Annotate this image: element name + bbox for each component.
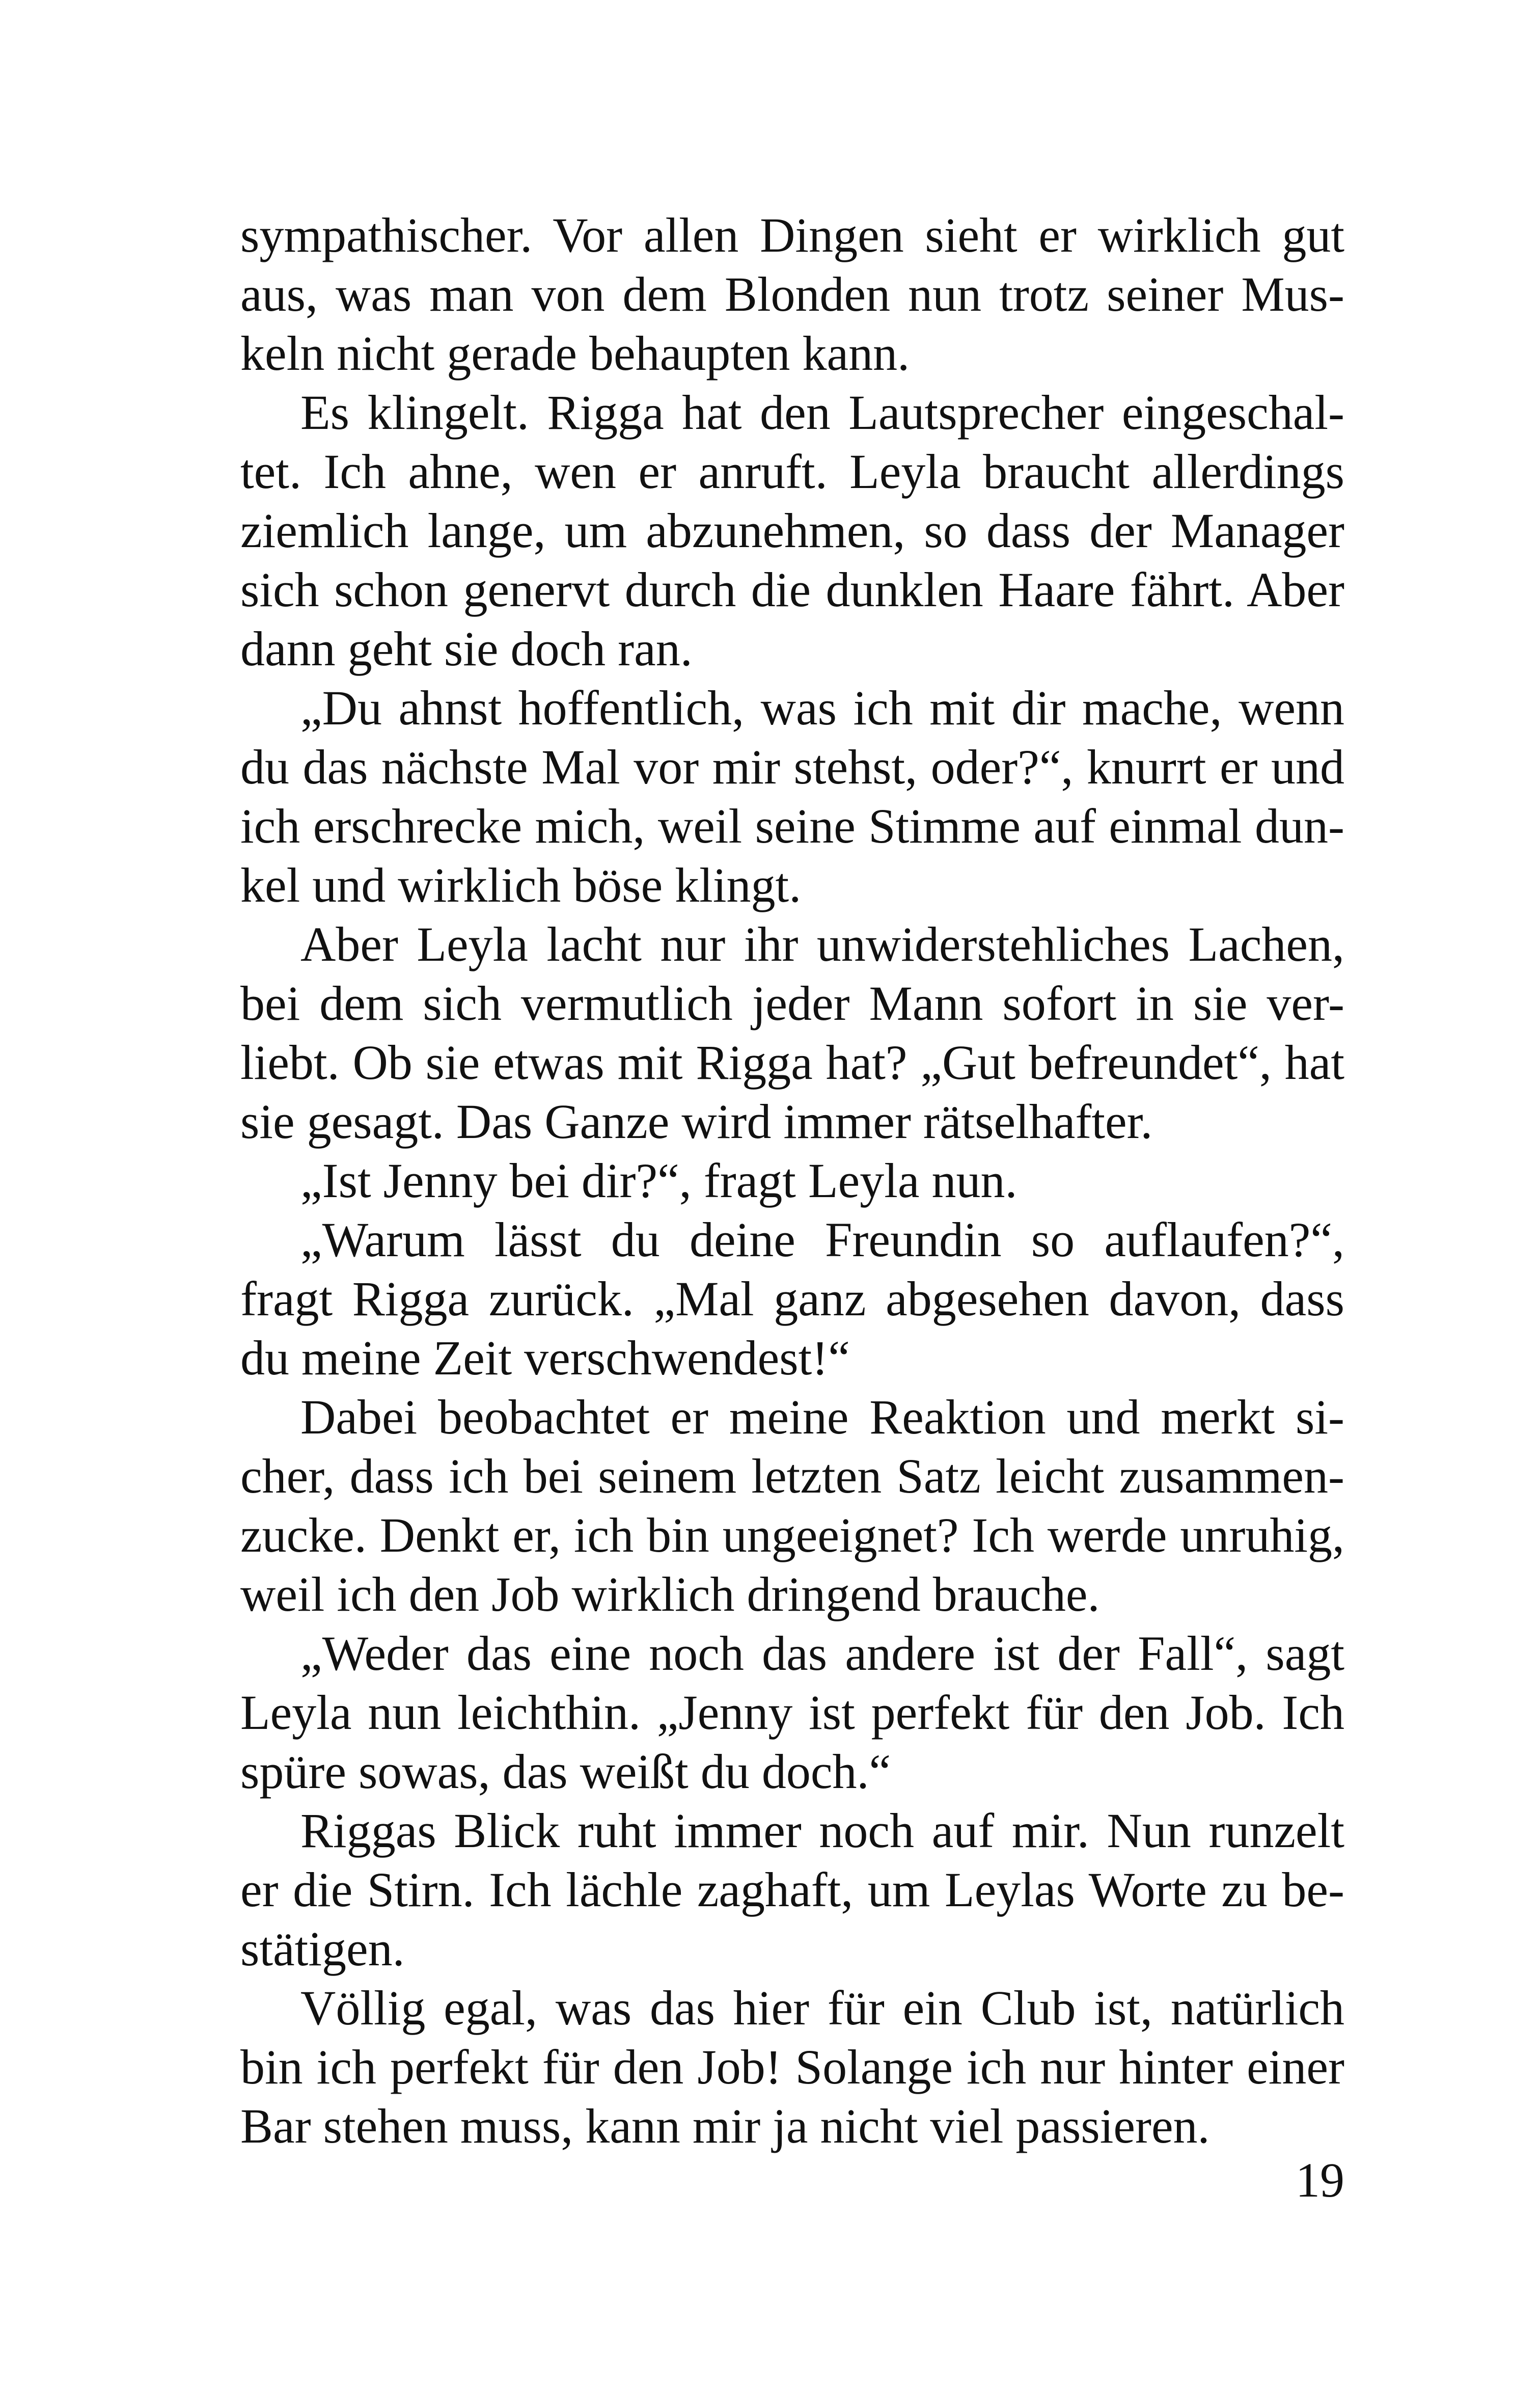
- text-line: er die Stirn. Ich lächle zaghaft, um Leylas Worte zu be-: [240, 1862, 1344, 1917]
- text-line: sympathischer. Vor allen Dingen sieht er wirklich gut: [240, 208, 1344, 262]
- text-line: „Ist Jenny bei dir?“, fragt Leyla nun.: [300, 1153, 1018, 1208]
- text-line: dann geht sie doch ran.: [240, 621, 693, 676]
- text-line: Völlig egal, was das hier für ein Club ist, natürlich: [300, 1981, 1344, 2035]
- text-line: „Weder das eine noch das andere ist der Fall“, sagt: [300, 1626, 1344, 1681]
- text-line: du meine Zeit verschwendest!“: [240, 1331, 850, 1385]
- paragraph: [240, 1388, 1344, 1624]
- text-line: sie gesagt. Das Ganze wird immer rätselhafter.: [240, 1094, 1153, 1149]
- text-line: ziemlich lange, um abzunehmen, so dass der Manager: [240, 503, 1344, 558]
- text-line: du das nächste Mal vor mir stehst, oder?“, knurrt er und: [240, 740, 1344, 794]
- text-line: aus, was man von dem Blonden nun trotz seiner Mus-: [240, 267, 1344, 321]
- paragraph: [240, 383, 1344, 679]
- paragraph: [240, 1151, 1344, 1210]
- text-line: zucke. Denkt er, ich bin ungeeignet? Ich werde unruhig,: [240, 1508, 1344, 1562]
- text-line: tet. Ich ahne, wen er anruft. Leyla braucht allerdings: [240, 444, 1344, 499]
- text-line: bin ich perfekt für den Job! Solange ich nur hinter einer: [240, 2040, 1344, 2094]
- text-line: spüre sowas, das weißt du doch.“: [240, 1744, 891, 1799]
- text-line: Dabei beobachtet er meine Reaktion und merkt si-: [300, 1390, 1344, 1444]
- paragraph: [240, 1210, 1344, 1388]
- text-line: stätigen.: [240, 1921, 405, 1976]
- paragraph: [240, 206, 1344, 383]
- text-line: „Warum lässt du deine Freundin so auflaufen?“,: [300, 1212, 1344, 1267]
- text-line: Riggas Blick ruht immer noch auf mir. Nun runzelt: [300, 1803, 1344, 1858]
- paragraph: [240, 679, 1344, 915]
- paragraph: [240, 1979, 1344, 2156]
- page-number: 19: [1296, 2153, 1344, 2207]
- paragraph: [240, 915, 1344, 1151]
- text-line: kel und wirklich böse klingt.: [240, 858, 802, 912]
- text-line: Es klingelt. Rigga hat den Lautsprecher eingeschal-: [300, 385, 1344, 440]
- text-line: bei dem sich vermutlich jeder Mann sofort in sie ver-: [240, 976, 1344, 1031]
- text-line: fragt Rigga zurück. „Mal ganz abgesehen davon, dass: [240, 1271, 1344, 1326]
- text-line: „Du ahnst hoffentlich, was ich mit dir mache, wenn: [300, 681, 1344, 735]
- paragraph: [240, 1801, 1344, 1979]
- text-line: Aber Leyla lacht nur ihr unwiderstehliches Lachen,: [300, 917, 1344, 971]
- text-line: weil ich den Job wirklich dringend brauche.: [240, 1567, 1100, 1621]
- text-line: cher, dass ich bei seinem letzten Satz leicht zusammen-: [240, 1449, 1344, 1503]
- body-text: [240, 206, 1344, 2156]
- text-line: Bar stehen muss, kann mir ja nicht viel passieren.: [240, 2099, 1210, 2153]
- text-line: ich erschrecke mich, weil seine Stimme auf einmal dun-: [240, 799, 1344, 853]
- paragraph: [240, 1624, 1344, 1801]
- text-line: liebt. Ob sie etwas mit Rigga hat? „Gut befreundet“, hat: [240, 1035, 1344, 1090]
- text-line: sich schon genervt durch die dunklen Haare fährt. Aber: [240, 562, 1344, 617]
- text-line: Leyla nun leichthin. „Jenny ist perfekt für den Job. Ich: [240, 1685, 1344, 1740]
- text-line: keln nicht gerade behaupten kann.: [240, 326, 910, 381]
